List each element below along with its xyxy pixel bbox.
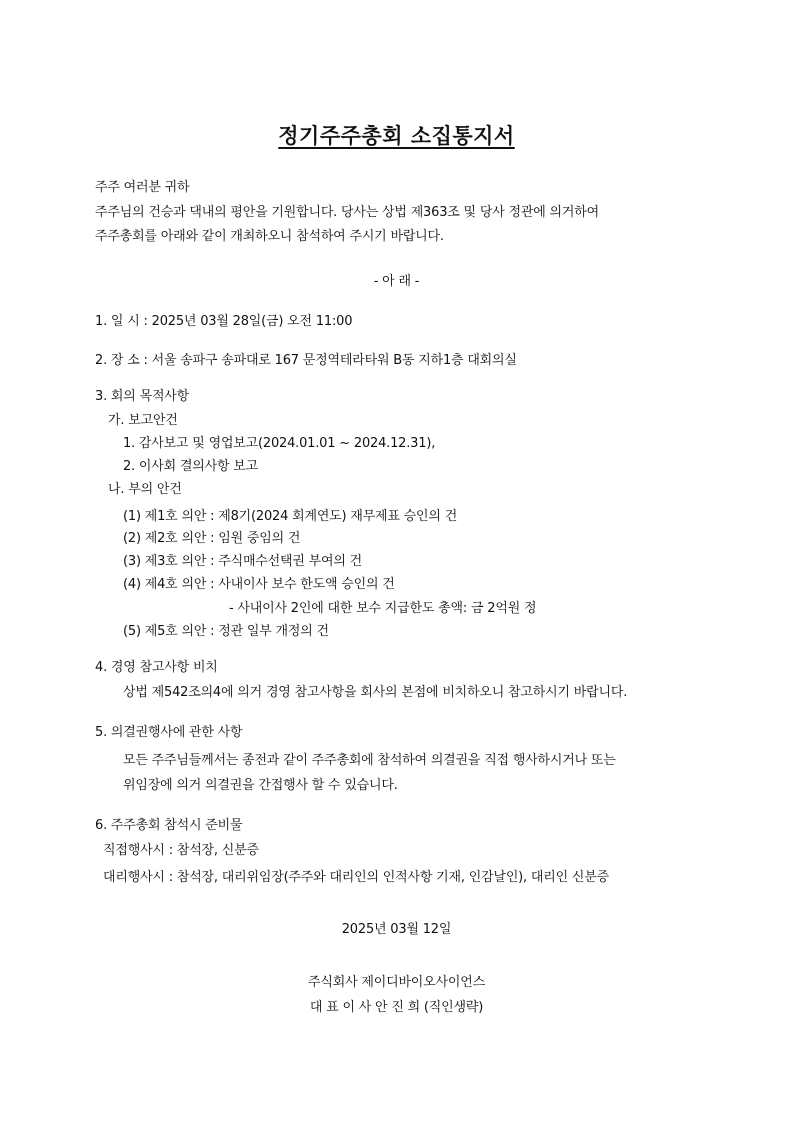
intro-line-2: 주주총회를 아래와 같이 개최하오니 참석하여 주시기 바랍니다. <box>95 229 444 244</box>
representative: 대 표 이 사 안 진 희 (직인생략) <box>309 1000 484 1015</box>
voting-heading: 5. 의결권행사에 관한 사항 <box>95 725 243 740</box>
resolution-subnote: - 사내이사 2인에 대한 보수 지급한도 총액: 금 2억원 정 <box>229 601 537 616</box>
reference-text: 상법 제542조의4에 의거 경영 참고사항을 회사의 본점에 비치하오니 참고하시기 바랍니다. <box>123 685 628 700</box>
intro-line-1: 주주님의 건승과 댁내의 평안을 기원합니다. 당사는 상법 제363조 및 당사 정관에 의거하여 <box>95 205 599 220</box>
report-heading: 가. 보고안건 <box>108 413 178 428</box>
meeting-place: 2. 장 소 : 서울 송파구 송파대로 167 문정역테라타워 B동 지하1층 대회의실 <box>95 353 517 368</box>
notice-marker: - 아 래 - <box>373 274 420 289</box>
report-item: 2. 이사회 결의사항 보고 <box>123 459 259 474</box>
resolution-item: (4) 제4호 의안 : 사내이사 보수 한도액 승인의 건 <box>123 577 395 592</box>
reference-heading: 4. 경영 참고사항 비치 <box>95 660 218 675</box>
prep-item: 직접행사시 : 참석장, 신분증 <box>103 843 259 858</box>
voting-text-line-1: 모든 주주님들께서는 종전과 같이 주주총회에 참석하여 의결권을 직접 행사하시거나 또는 <box>123 753 616 768</box>
resolution-item: (1) 제1호 의안 : 제8기(2024 회계연도) 재무제표 승인의 건 <box>123 509 458 524</box>
report-item: 1. 감사보고 및 영업보고(2024.01.01 ~ 2024.12.31), <box>123 436 436 451</box>
voting-text-line-2: 위임장에 의거 의결권을 간접행사 할 수 있습니다. <box>123 778 398 793</box>
resolution-heading: 나. 부의 안건 <box>108 482 182 497</box>
greeting: 주주 여러분 귀하 <box>95 180 190 195</box>
notice-date: 2025년 03월 12일 <box>341 922 452 937</box>
agenda-heading: 3. 회의 목적사항 <box>95 389 190 404</box>
resolution-item: (2) 제2호 의안 : 임원 중임의 건 <box>123 531 301 546</box>
meeting-date: 1. 일 시 : 2025년 03월 28일(금) 오전 11:00 <box>95 314 353 329</box>
prep-item: 대리행사시 : 참석장, 대리위임장(주주와 대리인의 인적사항 기재, 인감날인), 대리인 신분증 <box>103 870 609 885</box>
document-title: 정기주주총회 소집통지서 <box>278 124 515 148</box>
resolution-item: (3) 제3호 의안 : 주식매수선택권 부여의 건 <box>123 554 363 569</box>
resolution-item: (5) 제5호 의안 : 정관 일부 개정의 건 <box>123 624 329 639</box>
company-name: 주식회사 제이디바이오사이언스 <box>308 975 485 990</box>
prep-heading: 6. 주주총회 참석시 준비물 <box>95 818 243 833</box>
